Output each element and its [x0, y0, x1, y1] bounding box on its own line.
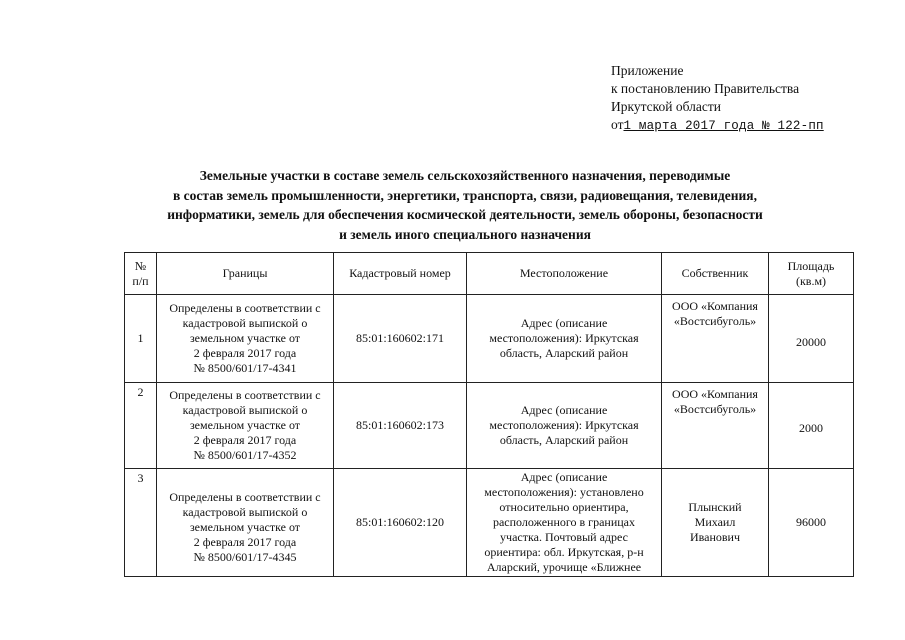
cell-line: № 8500/601/17-4345	[193, 550, 297, 564]
cell-line: Плынский	[688, 500, 742, 514]
cell-line: Определены в соответствии с	[169, 388, 321, 402]
cell-line: участка. Почтовый адрес	[500, 530, 628, 544]
header-number	[125, 253, 157, 295]
cell-line: ООО «Компания	[672, 387, 758, 401]
header-owner: Собственник	[662, 253, 769, 295]
cell-owner	[662, 469, 769, 577]
cell-line: земельном участке от	[189, 520, 301, 534]
cell-area: 96000	[769, 469, 854, 577]
cell-cadastral-number: 85:01:160602:173	[334, 383, 467, 469]
cell-boundaries	[157, 469, 334, 577]
table-header-row	[125, 253, 854, 295]
appendix-line-1: Приложение	[611, 63, 684, 78]
cell-line: Аларский, урочище «Ближнее	[486, 560, 642, 574]
land-parcels-table	[124, 252, 854, 577]
title-line-1: Земельные участки в составе земель сельскохозяйственного назначения, переводимые	[199, 168, 731, 183]
cell-line: 2 февраля 2017 года	[193, 346, 297, 360]
cell-line: область, Аларский район	[499, 433, 629, 447]
cell-number: 2	[125, 383, 157, 469]
header-location: Местоположение	[467, 253, 662, 295]
cell-line: 2 февраля 2017 года	[193, 433, 297, 447]
header-number-line-1: №	[134, 258, 147, 273]
cell-line: Адрес (описание	[520, 470, 608, 484]
cell-owner	[662, 295, 769, 383]
appendix-line-2: к постановлению Правительства	[611, 81, 800, 96]
cell-line: кадастровой выпиской о	[182, 316, 308, 330]
cell-number: 3	[125, 469, 157, 577]
cell-number: 1	[125, 295, 157, 383]
decree-prefix: от	[611, 117, 624, 132]
title-line-2: в состав земель промышленности, энергетики, транспорта, связи, радиовещания, телевидения,	[173, 187, 757, 203]
cell-line: Иванович	[689, 530, 741, 544]
appendix-line-3: Иркутской области	[611, 99, 722, 114]
cell-line: Определены в соответствии с	[169, 301, 321, 315]
table-row	[125, 295, 854, 383]
cell-line: кадастровой выпиской о	[182, 505, 308, 519]
table-row	[125, 469, 854, 577]
cell-line: местоположения): Иркутская	[489, 331, 639, 345]
cell-area: 20000	[769, 295, 854, 383]
header-area-line-2: (кв.м)	[795, 273, 827, 288]
table-row	[125, 383, 854, 469]
header-number-line-2: п/п	[132, 273, 149, 288]
cell-line: земельном участке от	[189, 418, 301, 432]
cell-line: расположенного в границах	[492, 515, 636, 529]
cell-line: Михаил	[694, 515, 736, 529]
appendix-header	[611, 62, 824, 135]
cell-line: местоположения): установлено	[484, 485, 644, 499]
cell-cadastral-number: 85:01:160602:120	[334, 469, 467, 577]
title-line-4: и земель иного специального назначения	[339, 226, 591, 242]
cell-line: область, Аларский район	[499, 346, 629, 360]
cell-line: «Востсибуголь»	[673, 402, 757, 416]
cell-line: кадастровой выпиской о	[182, 403, 308, 417]
cell-cadastral-number: 85:01:160602:171	[334, 295, 467, 383]
cell-line: Адрес (описание	[520, 316, 608, 330]
cell-boundaries	[157, 295, 334, 383]
cell-line: местоположения): Иркутская	[489, 418, 639, 432]
cell-owner	[662, 383, 769, 469]
cell-line: Адрес (описание	[520, 403, 608, 417]
title-line-3: информатики, земель для обеспечения космической деятельности, земель обороны, безопасности	[167, 207, 763, 222]
cell-line: 2 февраля 2017 года	[193, 535, 297, 549]
cell-location	[467, 295, 662, 383]
cell-line: «Востсибуголь»	[673, 314, 757, 328]
cell-line: относительно ориентира,	[499, 500, 629, 514]
cell-boundaries	[157, 383, 334, 469]
cell-area: 2000	[769, 383, 854, 469]
header-area-line-1: Площадь	[787, 258, 835, 273]
header-boundaries: Границы	[157, 253, 334, 295]
cell-line: ООО «Компания	[672, 299, 758, 313]
header-cadastral-number: Кадастровый номер	[334, 253, 467, 295]
decree-date-number: 1 марта 2017 года № 122-пп	[623, 119, 824, 133]
cell-line: ориентира: обл. Иркутская, р-н	[484, 545, 644, 559]
cell-location	[467, 383, 662, 469]
cell-line: № 8500/601/17-4341	[193, 361, 297, 375]
cell-location	[467, 469, 662, 577]
cell-line: земельном участке от	[189, 331, 301, 345]
document-title	[120, 166, 810, 244]
cell-line: Определены в соответствии с	[169, 490, 321, 504]
appendix-decree-line	[611, 116, 824, 135]
header-area	[769, 253, 854, 295]
cell-line: № 8500/601/17-4352	[193, 448, 297, 462]
